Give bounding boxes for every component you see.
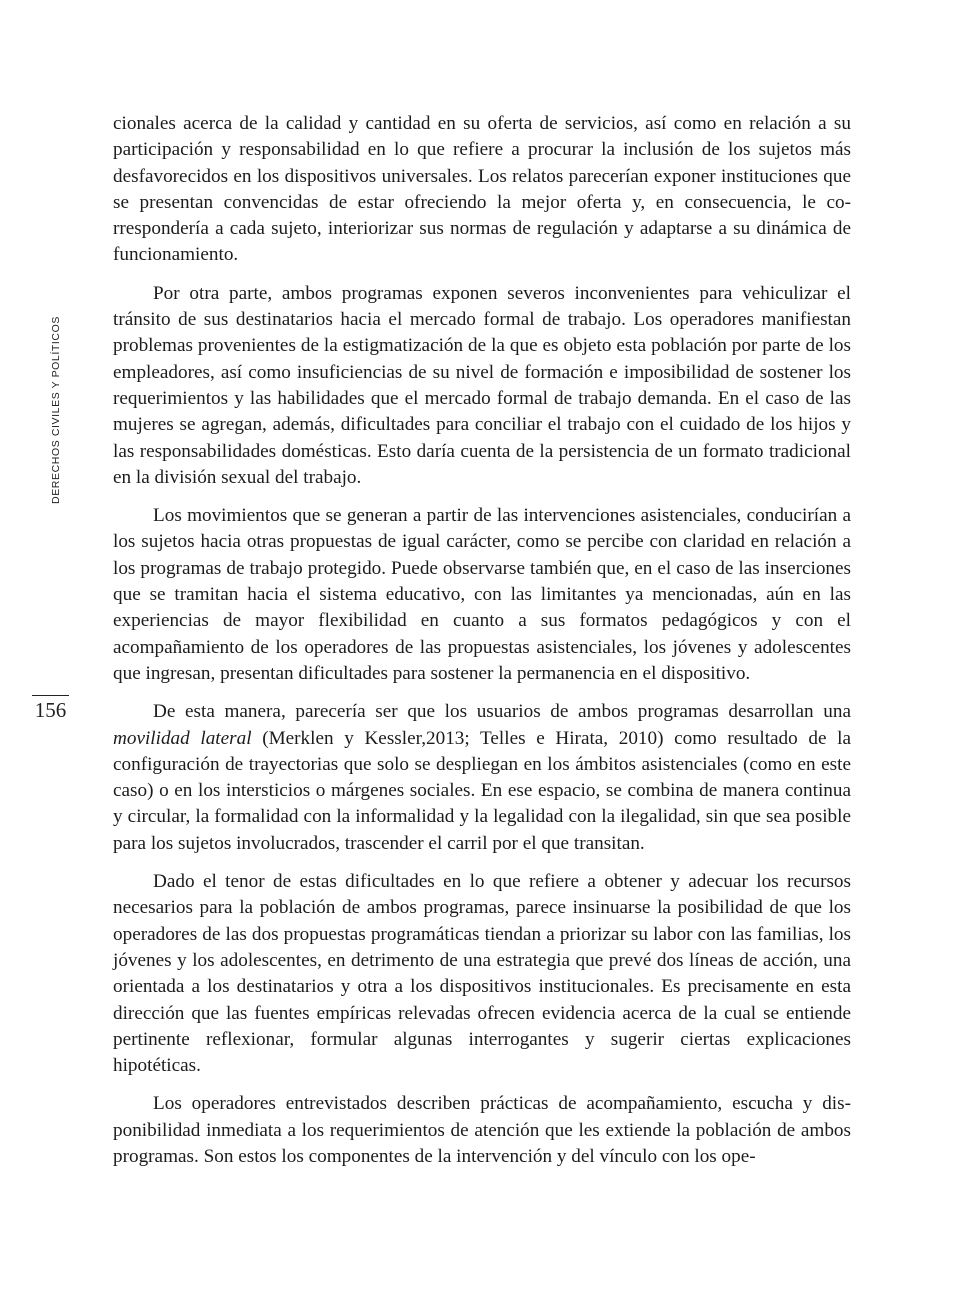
paragraph-3: Los movimientos que se generan a partir de las intervenciones asistenciales, conducirían a los sujetos hacia otras propuestas de igual carácter, como se percibe con claridad en relación a los programas de trabajo protegido. Puede observarse también que, en el caso de las inserciones que se tramitan hacia el sistema educativo, con las limitantes ya mencionadas, aún en las experiencias de mayor flexibilidad en cuanto a sus formatos pedagógicos y con el acompañamiento de los operadores de las propuestas asistenciales, los jóvenes y adolescentes que ingresan, presentan dificultades para sostener la permanencia en el dispositivo. (113, 505, 851, 684)
paragraph-5: Dado el tenor de estas dificultades en lo que refiere a obtener y adecuar los recursos necesarios para la población de ambos programas, parece insinuarse la posibilidad de que los operadores de las dos propuestas programáticas tiendan a priorizar su labor con las familias, los jóvenes y los adolescentes, en detrimento de una estrategia que prevé dos líneas de acción, una orientada a los destinatarios y otra a los dispositivos institucionales. Es precisamente en esta dirección que las fuentes empíricas relevadas ofrecen evidencia acerca de la cual se entiende pertinente reflexionar, formular algunas interrogantes y sugerir ciertas explicaciones hipotéticas. (113, 871, 851, 1077)
paragraph-6: Los operadores entrevistados describen prácticas de acompañamiento, escucha y disponibilidad inmediata a los requerimientos de atención que les extiende la población de ambos programas. Son estos los componentes de la intervención y del vínculo con los ope- (113, 1093, 851, 1167)
paragraph-1: cionales acerca de la calidad y cantidad en su oferta de servicios, así como en relación a su participación y responsabilidad en lo que refiere a procurar la inclusión de los sujetos más desfavorecidos en los dispositivos universales. Los relatos parecerían exponer instituciones que se presentan convencidas de estar ofreciendo la mejor oferta y, en consecuencia, le correspondería a cada sujeto, interiorizar sus normas de regulación y adaptarse a su dinámica de funcionamiento. (113, 113, 851, 266)
running-header: DERECHOS CIVILES Y POLÍTICOS (50, 316, 62, 504)
body-text (113, 111, 851, 1182)
italic-term: movilidad lateral (113, 727, 252, 749)
paragraph-4 (113, 699, 851, 857)
paragraph-2: Por otra parte, ambos programas exponen severos inconvenientes para vehiculizar el tránsito de sus destinatarios hacia el mercado formal de trabajo. Los operadores manifiestan problemas provenientes de la estigmatización de la que es objeto esta población por parte de los empleadores, así como insuficiencias de su nivel de formación e imposibilidad de sostener los requerimientos y las habilidades que el mercado formal de trabajo demanda. En el caso de las mujeres se agregan, además, dificultades para conciliar el trabajo con el cuidado de los hijos y las responsabilidades domésticas. Esto daría cuenta de la persistencia de un formato tradicional en la división sexual del trabajo. (113, 282, 851, 488)
page-number: 156 (32, 695, 69, 722)
paragraph-4-lead: De esta manera, parecería ser que los usuarios de ambos programas desarrollan una (153, 701, 851, 723)
paragraph-4-rest: (Merklen y Kessler,2013; Telles e Hirata, 2010) como resultado de la configuración de trayectorias que solo se despliegan en los ámbitos asistenciales (como en este caso) o en los intersticios o márgenes sociales. En ese espacio, se combina de manera continua y circular, la formalidad con la informalidad y la legalidad con la ilegalidad, sin que sea posible para los sujetos involucrados, trascender el carril por el que transitan. (113, 727, 851, 854)
